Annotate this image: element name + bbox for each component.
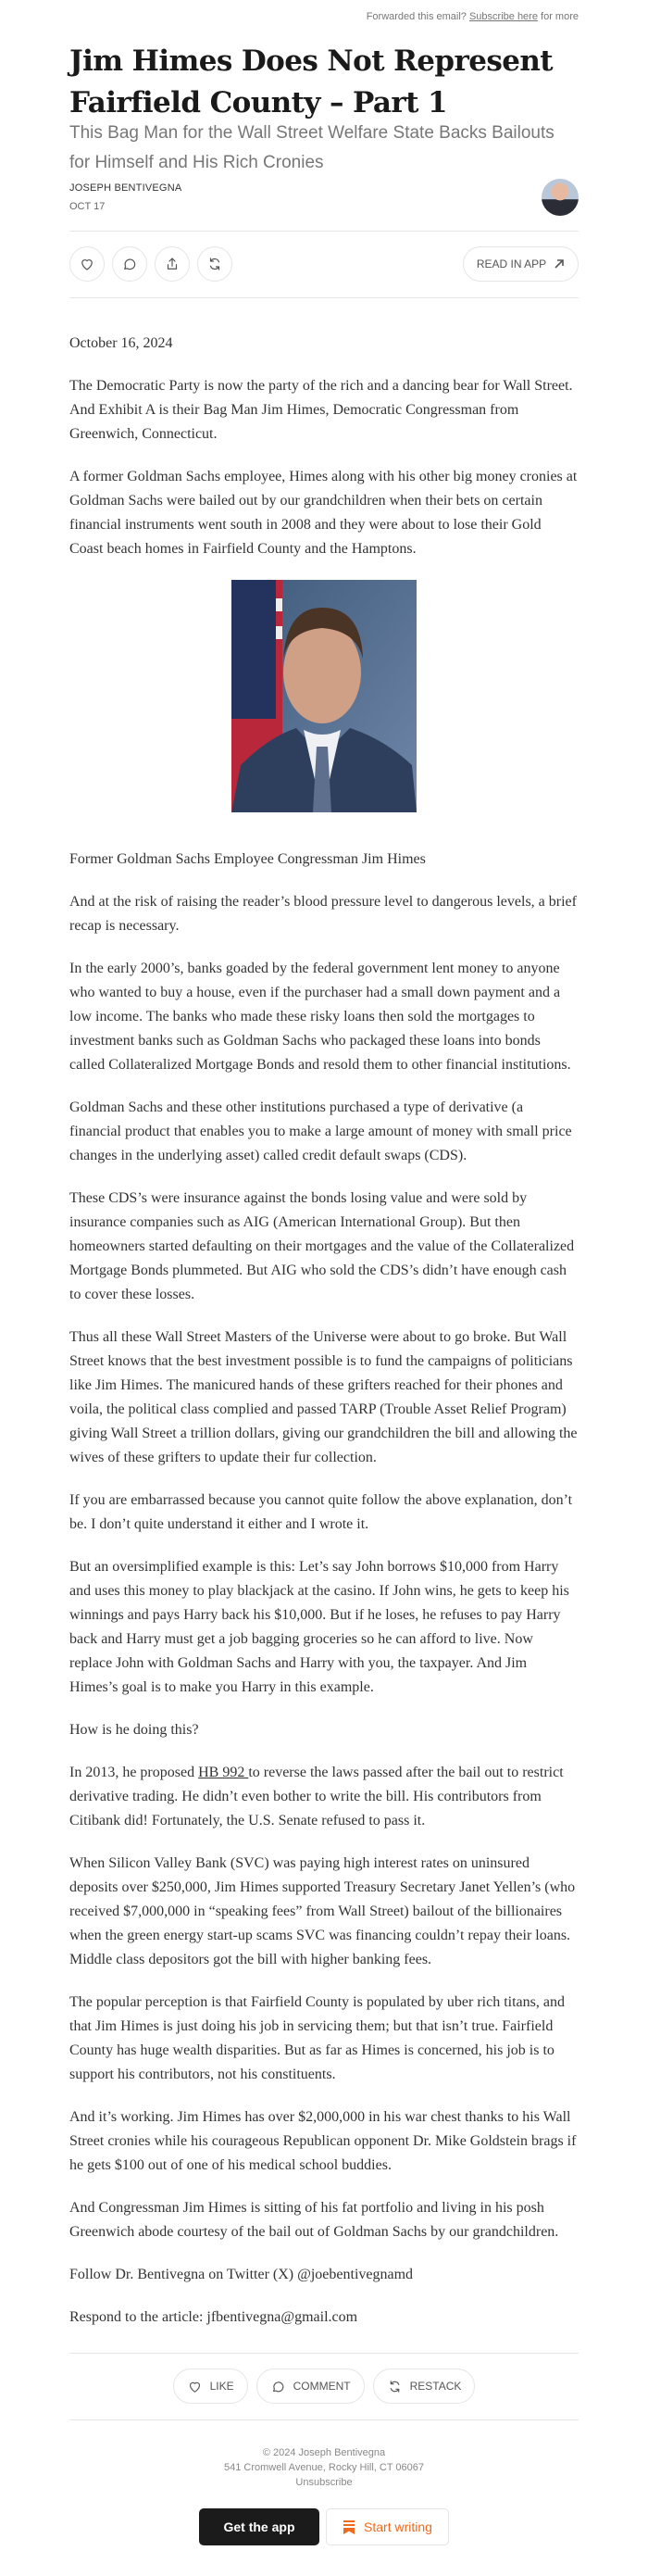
paragraph: If you are embarrassed because you cannot quite follow the above explanation, don’t be. I don’t quite understand it either and I wrote it. <box>69 1492 573 1532</box>
paragraph: And it’s working. Jim Himes has over $2,000,000 in his war chest thanks to his Wall Street cronies while his courageous Republican opponent Dr. Mike Goldstein brags if he gets $100 out of one of his medical school buddies. <box>69 2109 577 2173</box>
restack-icon <box>387 2379 403 2394</box>
author-name[interactable]: JOSEPH BENTIVEGNA <box>69 182 182 194</box>
paragraph: These CDS’s were insurance against the bonds losing value and were sold by insurance companies such as AIG (American International Group). But then homeowners started defaulting on their mortgages and the value of the Collateralized Mortgage Bonds plummeted. But AIG who sold the CDS’s didn’t have enough cash to cover these losses. <box>69 1190 575 1302</box>
paragraph: And at the risk of raising the reader’s blood pressure level to dangerous levels, a brief recap is necessary. <box>69 894 577 934</box>
comment-button[interactable]: COMMENT <box>256 2369 365 2404</box>
image-caption: Former Goldman Sachs Employee Congressman Jim Himes <box>69 851 426 867</box>
restack-icon <box>206 256 223 272</box>
post-subtitle: This Bag Man for the Wall Street Welfare State Backs Bailouts for Himself and His Rich Cronies <box>69 123 555 172</box>
comment-button[interactable] <box>112 246 147 282</box>
comment-icon <box>270 2379 286 2394</box>
post-date: OCT 17 <box>69 201 106 212</box>
arrow-up-right-icon <box>554 258 565 270</box>
paragraph: How is he doing this? <box>69 1722 199 1738</box>
get-the-app-button[interactable]: Get the app <box>199 2508 319 2545</box>
address: 541 Cromwell Avenue, Rocky Hill, CT 06067 <box>223 2462 425 2473</box>
post-actions <box>69 2369 579 2404</box>
restack-button[interactable]: RESTACK <box>373 2369 476 2404</box>
dateline: October 16, 2024 <box>69 335 173 351</box>
app-cta <box>69 2508 579 2545</box>
restack-button[interactable] <box>197 246 232 282</box>
divider <box>69 2419 579 2420</box>
paragraph: In the early 2000’s, banks goaded by the federal government lent money to anyone who wanted to buy a house, even if the purchaser had a small down payment and a low income. The banks who made these risky loans then sold the mortgages to investment banks such as Goldman Sachs who packaged these loans into bonds called Collateralized Mortgage Bonds and resold them to other financial institutions. <box>69 961 571 1073</box>
comment-icon <box>121 256 138 272</box>
unsubscribe-link[interactable]: Unsubscribe <box>295 2477 353 2488</box>
forward-notice: Forwarded this email? Subscribe here for more <box>366 11 579 22</box>
paragraph: Thus all these Wall Street Masters of the Universe were about to go broke. But Wall Street knows that the best investment possible is to fund the campaigns of politicians like Jim Himes. The manicured hands of these grifters reached for their phones and voila, the political class complied and passed TARP (Trouble Asset Relief Program) giving Wall Street a trillion dollars, giving our grandchildren the bill and allowing the wives of these grifters to update their fur collection. <box>69 1329 578 1465</box>
share-icon <box>164 256 181 272</box>
author-avatar[interactable] <box>542 179 579 216</box>
paragraph: Goldman Sachs and these other institutions purchased a type of derivative (a financial product that enables you to make a large amount of money with small price changes in the underlying asset) called credit default swaps (CDS). <box>69 1100 572 1163</box>
heart-icon <box>187 2379 203 2394</box>
paragraph: The popular perception is that Fairfield County is populated by uber rich titans, and that Jim Himes is just doing his job in servicing them; but that isn’t true. Fairfield County has huge wealth disparities. But as far as Himes is concerned, his job is to support his contributors, not his constituents. <box>69 1994 565 2082</box>
subscribe-link[interactable]: Subscribe here <box>468 11 538 22</box>
paragraph: And Congressman Jim Himes is sitting of his fat portfolio and living in his posh Greenwich abode courtesy of the bail out of Goldman Sachs by our grandchildren. <box>69 2200 559 2240</box>
paragraph: Respond to the article: jfbentivegna@gmail.com <box>69 2309 358 2325</box>
divider <box>69 231 579 232</box>
paragraph: A former Goldman Sachs employee, Himes along with his other big money cronies at Goldman Sachs were bailed out by our grandchildren when their bets on certain financial instruments went south in 2008 and they were about to lose their Gold Coast beach homes in Fairfield County and the Hamptons. <box>69 469 578 557</box>
like-button[interactable] <box>69 246 105 282</box>
paragraph: The Democratic Party is now the party of the rich and a dancing bear for Wall Street. And Exhibit A is their Bag Man Jim Himes, Democratic Congressman from Greenwich, Connecticut. <box>69 378 573 442</box>
divider <box>69 297 579 298</box>
heart-icon <box>79 256 95 272</box>
post-body <box>69 332 579 2348</box>
footer <box>69 2445 579 2490</box>
post-title: Jim Himes Does Not Represent Fairfield County – Part 1 <box>69 44 553 119</box>
paragraph: When Silicon Valley Bank (SVC) was paying high interest rates on uninsured deposits over $250,000, Jim Himes supported Treasury Secretary Janet Yellen’s (who received $7,000,000 in “speaking fees” from Wall Street) bailout of the billionaires when the green energy start-up scams SVC was financing couldn’t repay their loans. Middle class depositors got the bill with higher banking fees. <box>69 1855 576 1967</box>
hb-992-link[interactable]: HB 992 <box>198 1765 249 1780</box>
share-button[interactable] <box>155 246 190 282</box>
paragraph: Follow Dr. Bentivegna on Twitter (X) @joebentivegnamd <box>69 2267 414 2282</box>
read-in-app-button[interactable]: READ IN APP <box>463 246 579 282</box>
paragraph: But an oversimplified example is this: Let’s say John borrows $10,000 from Harry and uses this money to play blackjack at the casino. If John wins, he gets to keep his winnings and pays Harry back his $10,000. But if he loses, he refuses to pay Harry back and Harry must get a job bagging groceries so he can afford to live. Now replace John with Goldman Sachs and Harry with you, the taxpayer. And Jim Himes’s goal is to make you Harry in this example. <box>69 1559 569 1695</box>
copyright: © 2024 Joseph Bentivegna <box>262 2447 386 2458</box>
paragraph: In 2013, he proposed HB 992 to reverse the laws passed after the bail out to restrict derivative trading. He didn’t even bother to write the bill. His contributors from Citibank did! Fortunately, the U.S. Senate refused to pass it. <box>69 1765 564 1828</box>
congressman-photo[interactable] <box>231 580 417 812</box>
like-button[interactable]: LIKE <box>173 2369 248 2404</box>
divider <box>69 2353 579 2354</box>
start-writing-button[interactable]: Start writing <box>326 2508 449 2545</box>
substack-logo-icon <box>343 2519 355 2534</box>
